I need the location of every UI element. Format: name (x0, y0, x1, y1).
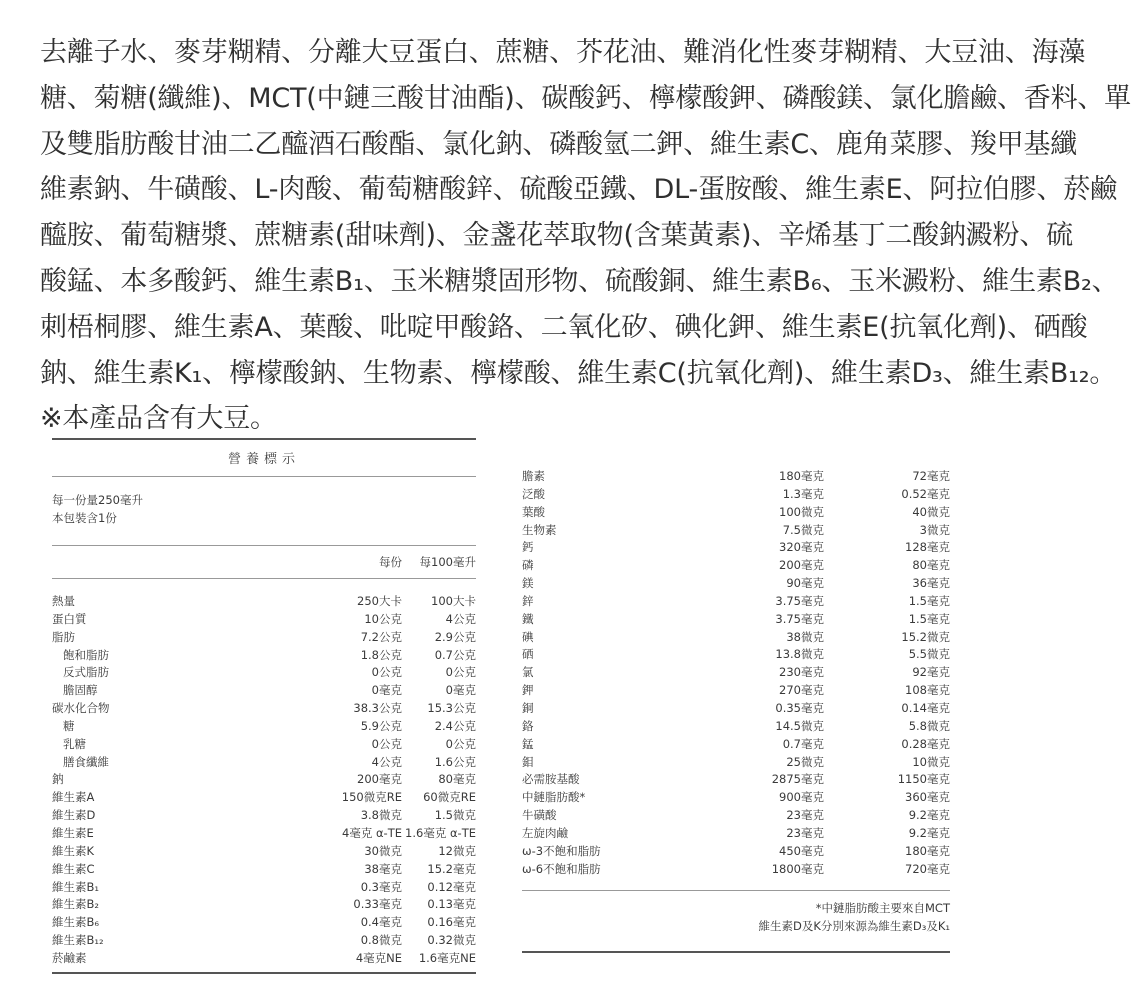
nutrient-row (52, 682, 476, 700)
value-per-serving: 10公克 (364, 611, 402, 626)
nutrient-row (52, 647, 476, 665)
value-per-100ml: 0.12毫克 (427, 879, 476, 894)
value-per-100ml: 4公克 (445, 611, 476, 626)
nutrient-name: 維生素B₁₂ (52, 933, 104, 948)
nutrient-row (522, 629, 950, 647)
value-per-100ml: 0.7公克 (434, 647, 476, 662)
value-per-serving: 90毫克 (786, 576, 824, 591)
nutrient-row (522, 771, 950, 789)
value-per-serving: 450毫克 (779, 843, 824, 858)
nutrient-name: 碘 (522, 629, 534, 644)
nutrient-row (52, 754, 476, 772)
nutrient-row (522, 700, 950, 718)
nutrient-name: 鉻 (522, 718, 534, 733)
value-per-serving: 13.8微克 (775, 647, 824, 662)
nutrient-name: ω-3不飽和脂肪 (522, 843, 601, 858)
nutrient-rows-right (522, 468, 950, 878)
nutrient-row (522, 646, 950, 664)
nutrient-name: 左旋肉鹼 (522, 825, 568, 840)
nutrient-row (52, 896, 476, 914)
nutrient-row (52, 736, 476, 754)
serving-size: 每一份量250毫升 (52, 493, 143, 507)
value-per-serving: 0.33毫克 (353, 897, 402, 912)
value-per-serving: 0.35毫克 (775, 700, 824, 715)
nutrient-row (522, 593, 950, 611)
value-per-100ml: 0.13毫克 (427, 897, 476, 912)
nutrient-row (52, 664, 476, 682)
value-per-100ml: 1.5毫克 (908, 593, 950, 608)
value-per-100ml: 0毫克 (445, 683, 476, 698)
value-per-100ml: 80毫克 (912, 558, 950, 573)
nutrient-row (522, 754, 950, 772)
value-per-100ml: 0公克 (445, 665, 476, 680)
nutrient-row (52, 879, 476, 897)
nutrient-row (52, 950, 476, 968)
value-per-serving: 230毫克 (779, 665, 824, 680)
value-per-100ml: 1.6公克 (434, 754, 476, 769)
nutrient-name: 中鏈脂肪酸* (522, 790, 586, 805)
nutrient-row (522, 682, 950, 700)
value-per-100ml: 15.2毫克 (427, 861, 476, 876)
ingredients-line: ※本產品含有大豆。 (40, 403, 277, 435)
nutrient-row (522, 486, 950, 504)
value-per-100ml: 36毫克 (912, 576, 950, 591)
value-per-serving: 2875毫克 (771, 772, 824, 787)
value-per-100ml: 15.2微克 (901, 629, 950, 644)
ingredients-line: 維素鈉、牛磺酸、L-肉酸、葡萄糖酸鋅、硫酸亞鐵、DL-蛋胺酸、維生素E、阿拉伯膠、菸鹼 (40, 174, 1117, 206)
value-per-serving: 3.75毫克 (775, 611, 824, 626)
nutrient-row (52, 843, 476, 861)
value-per-100ml: 80毫克 (438, 772, 476, 787)
nutrient-name: 乳糖 (63, 736, 86, 751)
nutrient-row (52, 789, 476, 807)
nutrient-name: 維生素E (52, 825, 94, 840)
value-per-serving: 180毫克 (779, 469, 824, 483)
nutrient-name: 飽和脂肪 (63, 647, 109, 662)
nutrient-row (52, 861, 476, 879)
nutrient-name: 維生素B₂ (52, 897, 99, 912)
nutrient-row (522, 861, 950, 879)
nutrient-row (522, 504, 950, 522)
value-per-100ml: 9.2毫克 (908, 825, 950, 840)
column-headers (52, 546, 476, 578)
value-per-serving: 200毫克 (357, 772, 402, 787)
value-per-serving: 3.75毫克 (775, 593, 824, 608)
nutrient-name: 維生素B₆ (52, 915, 99, 930)
value-per-serving: 1800毫克 (771, 861, 824, 876)
value-per-serving: 0.4毫克 (360, 915, 402, 930)
value-per-serving: 0.3毫克 (360, 879, 402, 894)
value-per-100ml: 5.8微克 (908, 718, 950, 733)
value-per-100ml: 0.52毫克 (901, 486, 950, 501)
nutrient-row (522, 539, 950, 557)
value-per-serving: 38微克 (786, 629, 824, 644)
nutrient-row (522, 789, 950, 807)
nutrient-name: 膽素 (522, 469, 545, 483)
value-per-100ml: 360毫克 (905, 790, 950, 805)
nutrient-row (522, 522, 950, 540)
nutrient-name: 脂肪 (52, 629, 75, 644)
value-per-100ml: 40微克 (912, 504, 950, 519)
value-per-serving: 38毫克 (364, 861, 402, 876)
value-per-100ml: 128毫克 (905, 540, 950, 555)
nutrient-row (52, 629, 476, 647)
value-per-100ml: 0.32微克 (427, 933, 476, 948)
value-per-serving: 900毫克 (779, 790, 824, 805)
nutrient-name: 生物素 (522, 522, 557, 537)
value-per-serving: 0.7毫克 (782, 736, 824, 751)
nutrient-name: 鉬 (522, 754, 534, 769)
col-per-100ml: 每100毫升 (419, 555, 476, 569)
nutrition-facts-left-column (52, 438, 476, 974)
value-per-100ml: 12微克 (438, 843, 476, 858)
nutrient-name: 熱量 (52, 594, 75, 608)
value-per-serving: 5.9公克 (360, 718, 402, 733)
nutrient-row (522, 807, 950, 825)
value-per-100ml: 10微克 (912, 754, 950, 769)
value-per-serving: 0公克 (371, 665, 402, 680)
nutrient-name: 維生素D (52, 808, 96, 823)
value-per-100ml: 0公克 (445, 736, 476, 751)
nutrient-row (522, 611, 950, 629)
value-per-100ml: 2.4公克 (434, 718, 476, 733)
value-per-serving: 4毫克NE (355, 950, 402, 965)
nutrient-name: 鈣 (522, 540, 534, 555)
nutrient-name: 維生素K (52, 843, 95, 858)
nutrient-name: 必需胺基酸 (522, 772, 580, 787)
nutrient-name: 鎂 (522, 576, 534, 591)
nutrient-name: 鈉 (52, 772, 64, 787)
ingredients-line: 糖、菊糖(纖維)、MCT(中鏈三酸甘油酯)、碳酸鈣、檸檬酸鉀、磷酸鎂、氯化膽鹼、香料、單 (40, 82, 1131, 114)
value-per-100ml: 0.14毫克 (901, 700, 950, 715)
nutrient-row (52, 771, 476, 789)
nutrient-row (522, 664, 950, 682)
nutrient-name: 葉酸 (522, 504, 545, 519)
nutrient-row (52, 611, 476, 629)
value-per-serving: 200毫克 (779, 558, 824, 573)
footnote-vitamin-source: 維生素D及K分別來源為維生素D₃及K₁ (758, 919, 950, 934)
nutrient-row (52, 807, 476, 825)
value-per-serving: 38.3公克 (353, 701, 402, 716)
value-per-100ml: 1.6毫克NE (418, 950, 476, 965)
nutrient-name: 磷 (522, 558, 534, 573)
value-per-serving: 23毫克 (786, 825, 824, 840)
nutrient-row (522, 557, 950, 575)
nutrient-row (522, 575, 950, 593)
value-per-100ml: 15.3公克 (427, 701, 476, 716)
nutrient-name: 碳水化合物 (52, 701, 110, 716)
ingredients-line: 及雙脂肪酸甘油二乙醯酒石酸酯、氯化鈉、磷酸氫二鉀、維生素C、鹿角菜膠、羧甲基纖 (40, 128, 1078, 160)
value-per-serving: 0毫克 (371, 683, 402, 698)
ingredients-line: 去離子水、麥芽糊精、分離大豆蛋白、蔗糖、芥花油、難消化性麥芽糊精、大豆油、海藻 (40, 37, 1086, 68)
value-per-serving: 150微克RE (341, 790, 402, 805)
value-per-100ml: 9.2毫克 (908, 808, 950, 823)
nutrient-name: 維生素A (52, 790, 95, 805)
value-per-serving: 100微克 (779, 504, 824, 519)
nutrient-name: 膽固醇 (63, 683, 98, 698)
nutrient-row (52, 825, 476, 843)
value-per-serving: 250大卡 (357, 594, 402, 608)
bottom-divider-right (522, 951, 950, 953)
nutrient-name: 鐵 (522, 611, 534, 626)
value-per-100ml: 1.5毫克 (908, 611, 950, 626)
value-per-100ml: 180毫克 (905, 843, 950, 858)
nutrition-facts-right-column (522, 468, 950, 953)
value-per-serving: 0公克 (371, 736, 402, 751)
nutrient-row (522, 718, 950, 736)
footnotes (522, 891, 950, 935)
nutrient-row (52, 914, 476, 932)
nutrient-name: 蛋白質 (52, 611, 87, 626)
nutrient-name: 鋅 (522, 593, 534, 608)
value-per-100ml: 2.9公克 (434, 629, 476, 644)
value-per-100ml: 92毫克 (912, 665, 950, 680)
serving-info (52, 477, 476, 545)
value-per-100ml: 0.16毫克 (427, 915, 476, 930)
value-per-serving: 7.2公克 (360, 629, 402, 644)
nutrient-row (522, 843, 950, 861)
nutrient-name: 牛磺酸 (522, 808, 557, 823)
value-per-100ml: 0.28毫克 (901, 736, 950, 751)
nutrient-name: 鉀 (522, 683, 534, 698)
ingredients-line: 醯胺、葡萄糖漿、蔗糖素(甜味劑)、金盞花萃取物(含葉黃素)、辛烯基丁二酸鈉澱粉、硫 (40, 220, 1073, 252)
nutrient-name: 膳食纖維 (63, 754, 109, 769)
nutrient-name: 硒 (522, 647, 534, 662)
value-per-serving: 14.5微克 (775, 718, 824, 733)
nutrient-name: 菸鹼素 (52, 950, 87, 965)
nutrient-row (52, 593, 476, 611)
nutrient-name: ω-6不飽和脂肪 (522, 861, 601, 876)
nutrient-row (522, 468, 950, 486)
value-per-serving: 4毫克 α-TE (342, 825, 402, 840)
ingredients-line: 鈉、維生素K₁、檸檬酸鈉、生物素、檸檬酸、維生素C(抗氧化劑)、維生素D₃、維生素B₁₂。 (40, 357, 1117, 389)
value-per-serving: 0.8微克 (360, 933, 402, 948)
value-per-100ml: 1.5微克 (434, 808, 476, 823)
nutrient-name: 維生素B₁ (52, 879, 99, 894)
nutrient-name: 錳 (522, 736, 534, 751)
nutrient-name: 維生素C (52, 861, 95, 876)
nutrition-title: 營養標示 (227, 452, 300, 467)
value-per-100ml: 100大卡 (431, 594, 476, 608)
nutrient-row (522, 736, 950, 754)
value-per-serving: 3.8微克 (360, 808, 402, 823)
value-per-serving: 4公克 (371, 754, 402, 769)
value-per-serving: 23毫克 (786, 808, 824, 823)
value-per-100ml: 108毫克 (905, 683, 950, 698)
value-per-100ml: 1150毫克 (897, 772, 950, 787)
nutrient-row (522, 825, 950, 843)
col-per-serving: 每份 (379, 555, 402, 569)
value-per-100ml: 720毫克 (905, 861, 950, 876)
nutrient-row (52, 932, 476, 950)
nutrient-name: 氯 (522, 665, 534, 680)
nutrient-name: 糖 (63, 718, 75, 733)
ingredients-line: 刺梧桐膠、維生素A、葉酸、吡啶甲酸鉻、二氧化矽、碘化鉀、維生素E(抗氧化劑)、硒酸 (40, 311, 1088, 343)
value-per-serving: 1.3毫克 (782, 486, 824, 501)
nutrient-name: 反式脂肪 (63, 665, 109, 680)
nutrient-name: 泛酸 (522, 486, 545, 501)
value-per-100ml: 5.5微克 (908, 647, 950, 662)
nutrient-name: 銅 (522, 700, 534, 715)
nutrient-row (52, 700, 476, 718)
nutrient-rows-left (52, 593, 476, 968)
value-per-serving: 270毫克 (779, 683, 824, 698)
value-per-serving: 1.8公克 (360, 647, 402, 662)
value-per-100ml: 1.6毫克 α-TE (405, 825, 476, 840)
value-per-serving: 30微克 (364, 843, 402, 858)
value-per-100ml: 72毫克 (912, 469, 950, 483)
ingredients-line: 酸錳、本多酸鈣、維生素B₁、玉米糖漿固形物、硫酸銅、維生素B₆、玉米澱粉、維生素B₂、 (40, 265, 1119, 297)
value-per-serving: 7.5微克 (782, 522, 824, 537)
ingredients-text (40, 30, 1131, 442)
value-per-100ml: 3微克 (919, 522, 950, 537)
servings-per-package: 本包裝含1份 (52, 511, 117, 525)
footnote-mct: *中鏈脂肪酸主要來自MCT (815, 901, 950, 916)
bottom-divider (52, 972, 476, 974)
value-per-serving: 320毫克 (779, 540, 824, 555)
nutrient-row (52, 718, 476, 736)
value-per-serving: 25微克 (786, 754, 824, 769)
value-per-100ml: 60微克RE (423, 790, 476, 805)
